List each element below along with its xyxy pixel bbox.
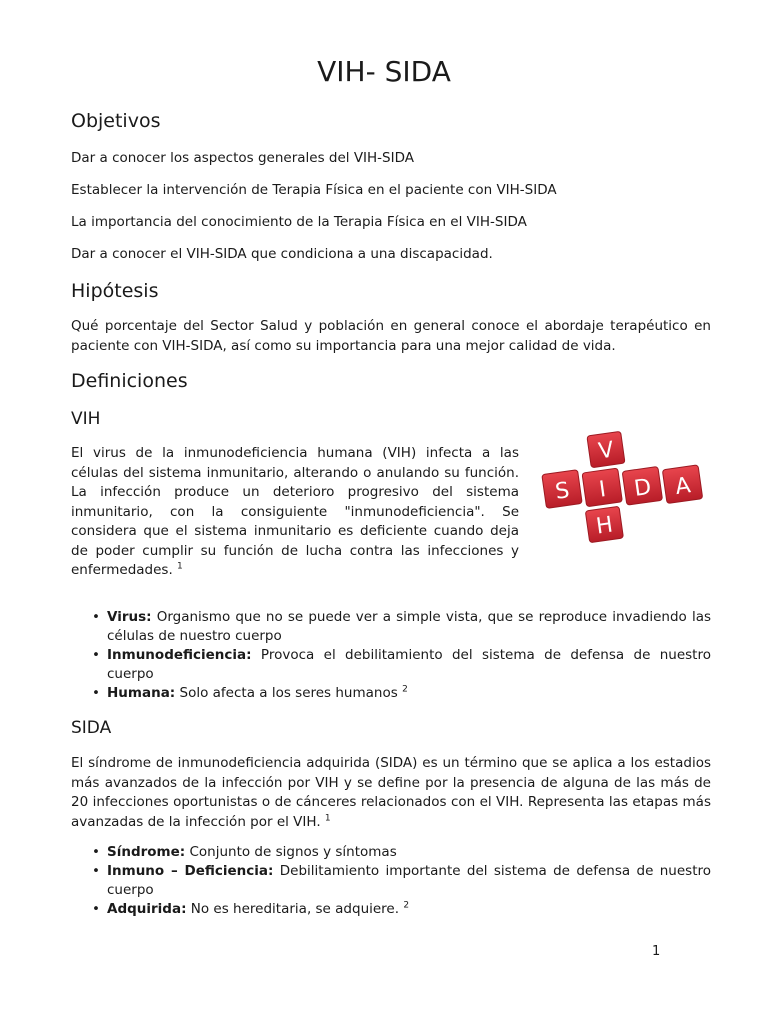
objetivo-item: Dar a conocer el VIH-SIDA que condiciona a una discapacidad. (71, 246, 493, 262)
list-item (90, 608, 711, 646)
bullet-icon: • (92, 901, 100, 917)
bullet-icon: • (92, 609, 100, 625)
list-item (90, 843, 711, 862)
bullet-icon: • (92, 863, 100, 879)
cube-letter-i: I (597, 477, 608, 503)
bullet-icon: • (92, 685, 100, 701)
term: Humana: (107, 685, 176, 701)
objetivo-item: La importancia del conocimiento de la Terapia Física en el VIH-SIDA (71, 214, 527, 230)
document-title: VIH- SIDA (317, 55, 451, 88)
sida-paragraph (71, 754, 711, 832)
list-item (90, 862, 711, 900)
cube-letter-a: A (673, 473, 693, 501)
footnote-ref: 1 (177, 561, 183, 572)
vih-sida-cubes-image (533, 430, 708, 555)
cube-letter-s: S (553, 478, 572, 505)
sida-heading: SIDA (71, 718, 112, 738)
hipotesis-heading: Hipótesis (71, 280, 159, 302)
definiciones-heading: Definiciones (71, 370, 188, 392)
hipotesis-text: Qué porcentaje del Sector Salud y población en general conoce el abordaje terapéutico en paciente con VIH-SIDA, así como su importancia para una mejor calidad de vida. (71, 318, 711, 354)
term-desc: Provoca el debilitamiento del sistema de defensa de nuestro cuerpo (107, 647, 711, 682)
bullet-icon: • (92, 647, 100, 663)
vih-paragraph (71, 444, 519, 581)
list-item (90, 900, 711, 919)
term-desc: Solo afecta a los seres humanos (179, 685, 398, 701)
footnote-ref: 1 (324, 813, 331, 823)
cube-letter-h: H (594, 512, 615, 540)
vih-bullet-list (90, 608, 711, 703)
term: Virus: (107, 609, 152, 625)
footnote-ref: 2 (402, 684, 408, 695)
sida-bullet-list (90, 843, 711, 919)
term-desc: No es hereditaria, se adquiere. (190, 901, 400, 917)
sida-text: El síndrome de inmunodeficiencia adquirida (SIDA) es un término que se aplica a los estadios más avanzados de la infección por VIH y se define por la presencia de alguna de las más de 20 infecciones oportunistas o de cánceres relacionados con el VIH. Representa las etapas más avanzadas de la infección por el VIH. (71, 755, 711, 830)
page-number: 1 (652, 944, 661, 959)
vih-heading: VIH (71, 409, 101, 429)
term-desc: Conjunto de signos y síntomas (189, 844, 397, 860)
term-desc: Organismo que no se puede ver a simple vista, que se reproduce invadiendo las células de nuestro cuerpo (107, 609, 712, 644)
term: Síndrome: (107, 844, 186, 860)
cube-letter-d: D (632, 474, 653, 502)
term-desc: Debilitamiento importante del sistema de defensa de nuestro cuerpo (107, 863, 711, 898)
objetivo-item: Dar a conocer los aspectos generales del VIH-SIDA (71, 150, 414, 166)
objetivo-item: Establecer la intervención de Terapia Física en el paciente con VIH-SIDA (71, 182, 557, 198)
term: Adquirida: (107, 901, 187, 917)
list-item (90, 646, 711, 684)
bullet-icon: • (92, 844, 100, 860)
term: Inmuno – Deficiencia: (107, 863, 274, 879)
vih-text: El virus de la inmunodeficiencia humana (VIH) infecta a las células del sistema inmunitario, alterando o anulando su función. La infección produce un deterioro progresivo del sistema inmunitario, con la consiguiente "inmunodeficiencia". Se considera que el sistema inmunitario es deficiente cuando deja de poder cumplir su función de lucha contra las infecciones y enfermedades. (71, 445, 519, 578)
objetivos-heading: Objetivos (71, 110, 161, 132)
list-item (90, 684, 711, 703)
footnote-ref: 2 (403, 900, 410, 911)
term: Inmunodeficiencia: (107, 647, 252, 663)
cube-letter-v: V (596, 437, 616, 465)
